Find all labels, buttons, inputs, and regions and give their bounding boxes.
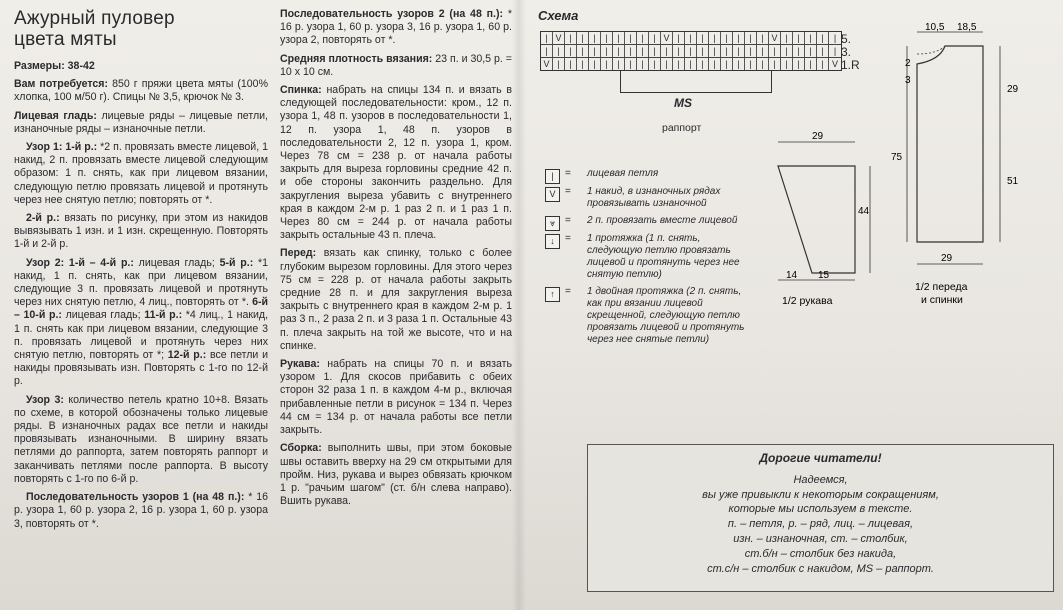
pattern2-text: лицевая гладь; <box>133 256 215 269</box>
sleeve-height-dimension: 44 <box>858 206 870 217</box>
chart-cell: | <box>817 32 829 44</box>
chart-cell: | <box>805 32 817 44</box>
chart-cell: | <box>733 32 745 44</box>
legend-text: 2 п. провязать вместе лицевой <box>587 215 738 227</box>
chart-cell: | <box>601 45 613 57</box>
chart-cell: | <box>769 58 781 70</box>
chart-cell: | <box>709 32 721 44</box>
slip-decrease-icon: ↓ <box>545 234 560 249</box>
legend-equals: = <box>565 215 571 227</box>
rapport-label: раппорт <box>662 122 702 134</box>
stockinette-text: лицевые ряды – лицевые петли, изнаночные ряды – изнаночные петли. <box>14 109 269 135</box>
sleeves-label: Рукава: <box>280 358 320 371</box>
sequence2-paragraph <box>280 8 512 48</box>
title-line-1: Ажурный пуловер <box>14 8 175 29</box>
chart-cell: | <box>833 46 837 56</box>
chart-cell: | <box>697 32 709 44</box>
chart-cell: | <box>757 45 769 57</box>
chart-cell: | <box>649 45 661 57</box>
readers-line: которые мы используем в тексте. <box>728 503 913 516</box>
chart-cell: | <box>661 45 673 57</box>
pattern1-text: *2 п. провязать вместе лицевой, 1 накид, 2 п. провязать вместе лицевой следующим образом: 1 п. снять, как при лицевом вязании, следующую петлю провязать лицевой и протянуть через нее снятую петлю; повторять от *. <box>14 141 268 206</box>
pattern2-row11-label: 11-й р.: <box>144 309 183 322</box>
gauge-text: 23 п. и 30,5 р. = 10 х 10 см. <box>280 52 512 78</box>
chart-cell: | <box>685 32 697 44</box>
chart-cell: | <box>613 58 625 70</box>
chart-cell: | <box>565 32 577 44</box>
chart-row <box>541 58 841 70</box>
pattern2-row11-text: *4 лиц., 1 накид, 1 п. снять как при лицевом вязании, следующие 3 п. провязать лицевой и протянуть через них снятую петлю, повторять от *; <box>14 309 269 362</box>
chart-cell: | <box>817 45 829 57</box>
pattern1-row2-label: 2-й р.: <box>26 212 60 225</box>
sleeve-top-dimension: 29 <box>812 131 824 142</box>
chart-cell: | <box>637 32 649 44</box>
sizes: Размеры: 38-42 <box>14 60 95 72</box>
legend-text: 1 двойная протяжка (2 п. снять, как при вязании лицевой скрещенной, следующую петлю провязать лицевой и протянуть через нее снятые петли) <box>587 286 745 345</box>
sleeves-text: набрать на спицы 70 п. и вязать узором 1. Для скосов прибавить с обеих сторон 32 раза 1 п. в каждом 4-м р., включая прибавленные петли в рисунок = 134 п. Через 44 см = 134 р. от начала работы все петли закрыть. <box>280 358 512 437</box>
chart-cell: | <box>833 33 837 43</box>
chart-cell: | <box>793 32 805 44</box>
legend-item <box>545 233 745 280</box>
pattern1-label: Узор 1: 1-й р.: <box>26 141 98 154</box>
chart-cell: | <box>553 58 565 70</box>
chart-cell: | <box>733 45 745 57</box>
readers-line: вы уже привыкли к некоторым сокращениям, <box>702 488 939 501</box>
chart-cell: | <box>577 45 589 57</box>
chart-cell: | <box>625 32 637 44</box>
back-text: набрать на спицы 134 п. и вязать в следующей последовательности: кром., 12 п. узора 1, 48 п. узоров в последовательности 1, 12 п. узора 1, 48 п. узоров в последовательности 2, 12 п. узора 1, кром. Через 78 см = 238 р. от начала работы закрыть для выреза горловины средние 42 п. и обе стороны закончить раздельно. Для закругления выреза убавить с внутреннего края в каждом 2-м р. 1 раз 2 п. и 1 раз 1 п. Через 80 см = 244 р. от начала работы закрыть остальные 43 п. плеча. <box>280 84 512 242</box>
legend-text: 1 протяжка (1 п. снять, следующую петлю провязать лицевой и протянуть через нее снятую петлю) <box>587 233 740 280</box>
chart-cell: | <box>709 45 721 57</box>
body-diagram <box>885 20 1045 320</box>
readers-heading: Дорогие читатели! <box>759 451 882 465</box>
gauge-paragraph <box>280 53 512 79</box>
readers-line: изн. – изнаночная, ст. – столбик, <box>733 532 908 545</box>
double-decrease-icon: ↑ <box>545 287 560 302</box>
chart-cell: | <box>721 32 733 44</box>
schema-title: Схема <box>538 8 579 23</box>
chart-cell: | <box>661 58 673 70</box>
sleeve-diagram <box>760 128 885 308</box>
yarn-label: Вам потребуется: <box>14 78 109 91</box>
ms-label: MS <box>674 96 692 110</box>
legend-equals: = <box>565 233 571 245</box>
chart-cell: | <box>685 45 697 57</box>
pattern2-paragraph <box>14 257 268 389</box>
chart-cell: | <box>697 58 709 70</box>
chart-cell: | <box>757 58 769 70</box>
article-title <box>14 8 268 50</box>
chart-cell: | <box>817 58 829 70</box>
chart-cell: | <box>733 58 745 70</box>
row-label-1: 1.R <box>841 58 860 72</box>
chart-cell: | <box>697 45 709 57</box>
neck-width-dimension: 10,5 <box>925 22 945 33</box>
chart-cell: | <box>685 58 697 70</box>
pattern1-row2-text: вязать по рисунку, при этом из накидов вывязывать 1 изн. и 1 изн. скрещенную. Повторять 1-й и 2-й р. <box>14 212 268 251</box>
chart-cell: | <box>601 32 613 44</box>
legend-item <box>545 168 745 180</box>
sequence2-label: Последовательность узоров 2 (на 48 п.): <box>280 8 504 20</box>
chart-row <box>541 45 841 58</box>
half-width-dimension: 29 <box>941 253 953 264</box>
front-paragraph <box>280 247 512 353</box>
chart-cell: | <box>805 58 817 70</box>
armhole-dimension: 29 <box>1007 84 1019 95</box>
knit-stitch-icon: | <box>545 169 560 184</box>
chart-cell: V <box>831 59 838 69</box>
chart-cell: | <box>793 58 805 70</box>
chart-cell: | <box>721 45 733 57</box>
legend-equals: = <box>565 185 571 197</box>
legend-item <box>545 186 745 210</box>
chart-cell: | <box>589 32 601 44</box>
chart-cell: | <box>589 45 601 57</box>
sleeve-bottom-left-dimension: 14 <box>786 270 798 281</box>
assembly-text: выполнить швы, при этом боковые швы оставить вверху на 29 см открытыми для пройм. Низ, рукава и вырез обвязать крючком 1 р. "рачьим шагом" (ст. б/н слева направо). Вшить рукава. <box>280 442 512 508</box>
sleeves-paragraph <box>280 358 512 437</box>
chart-cell: | <box>745 58 757 70</box>
page-fold <box>512 0 526 610</box>
yarn-text: 850 г пряжи цвета мяты (100% хлопка, 100 м/50 г). Спицы № 3,5, крючок № 3. <box>14 78 268 104</box>
chart-cell: V <box>661 32 673 44</box>
chart-cell: | <box>709 58 721 70</box>
assembly-paragraph <box>280 442 512 508</box>
yarn-paragraph <box>14 78 268 104</box>
chart-cell: | <box>769 45 781 57</box>
chart-cell: | <box>649 58 661 70</box>
chart-cell: | <box>565 45 577 57</box>
text-column-1 <box>14 8 268 536</box>
chart-cell: | <box>745 32 757 44</box>
chart-cell: V <box>553 32 565 44</box>
pattern3-text: количество петель кратно 10+8. Вязать по схеме, в которой обозначены только лицевые ряды. В изнаночных радах все петли и накиды провязывать изнаночными. В ширину вязать петлями до раппорта, затем повторять раппорт и заканчивать петлями после раппорта. В высоту повторять с 1-го по 6-й р. <box>14 393 268 485</box>
title-line-2: цвета мяты <box>14 29 117 50</box>
chart-cell: | <box>541 32 553 44</box>
stockinette-paragraph <box>14 110 268 136</box>
chart-cell: | <box>637 58 649 70</box>
legend-equals: = <box>565 286 571 298</box>
chart-cell: | <box>649 32 661 44</box>
front-label: Перед: <box>280 247 317 260</box>
shoulder-width-dimension: 18,5 <box>957 22 977 33</box>
chart-cell: | <box>793 45 805 57</box>
chart-cell: | <box>673 45 685 57</box>
text-column-2 <box>280 8 512 513</box>
pattern3-label: Узор 3: <box>26 393 64 406</box>
readers-line: ст.с/н – столбик с накидом, MS – раппорт. <box>707 562 934 575</box>
chart-cell: | <box>625 45 637 57</box>
front-text: вязать как спинку, только с более глубоким вырезом горловины. Для этого через 75 см = 228 р. от начала работы закрыть средние 28 п. и для закругления выреза закрыть с внутреннего края в каждом 2-м р. 1 раз 3 п., 2 раза 2 п. и 3 раза 1 п. Остальные 43 п. плеча закрыть на той же высоте, что и на спинке. <box>280 247 512 352</box>
pattern2-row5-label: 5-й р.: <box>219 256 254 269</box>
sequence1-label: Последовательность узоров 1 (на 48 п.): <box>26 491 245 504</box>
back-paragraph <box>280 84 512 242</box>
legend-item <box>545 215 745 227</box>
chart-cell: | <box>601 58 613 70</box>
chart-cell: | <box>745 45 757 57</box>
legend-text: 1 накид, в изнаночных рядах провязывать изнаночной <box>587 185 721 209</box>
body-label-line-1: 1/2 переда <box>915 281 968 293</box>
chart-cell: | <box>673 32 685 44</box>
side-dimension: 51 <box>1007 176 1019 187</box>
sleeve-bottom-right-dimension: 15 <box>818 270 830 281</box>
rapport-bracket <box>620 70 772 93</box>
chart-cell: | <box>625 58 637 70</box>
body-label-line-2: и спинки <box>921 294 963 306</box>
chart-cell: | <box>577 32 589 44</box>
legend-item <box>545 286 745 345</box>
chart-cell: | <box>553 45 565 57</box>
chart-cell: | <box>613 45 625 57</box>
sequence1-text: * 16 р. узора 1, 60 р. узора 2, 16 р. узора 1, 60 р. узора 3, повторять от *. <box>14 491 268 530</box>
chart-cell: | <box>781 32 793 44</box>
chart-cell: | <box>781 45 793 57</box>
pattern1-row2-paragraph <box>14 212 268 252</box>
chart-cell: | <box>637 45 649 57</box>
readers-line: ст.б/н – столбик без накида, <box>744 547 897 560</box>
back-neck-depth: 2 <box>905 58 911 69</box>
chart-cell: | <box>541 45 553 57</box>
stockinette-label: Лицевая гладь: <box>14 109 97 122</box>
chart-cell: | <box>781 58 793 70</box>
stitch-chart <box>540 31 842 71</box>
chart-row <box>541 32 841 45</box>
chart-cell: V <box>541 58 553 70</box>
chart-cell: | <box>757 32 769 44</box>
sequence1-paragraph <box>14 491 268 531</box>
readers-notice-box <box>587 444 1054 592</box>
chart-cell: V <box>769 32 781 44</box>
pattern2-row6-text: лицевая гладь; <box>61 309 141 322</box>
pattern3-paragraph <box>14 394 268 486</box>
chart-cell: | <box>721 58 733 70</box>
chart-row-labels <box>841 33 860 72</box>
legend-equals: = <box>565 168 571 179</box>
assembly-label: Сборка: <box>280 442 322 455</box>
body-outline <box>917 46 983 242</box>
k2tog-icon: ⩔ <box>545 216 560 231</box>
front-neck-depth: 3 <box>905 75 911 86</box>
pattern2-row12-text: все петли и накиды провязывать изн. Повторять с 1-го по 12-й р. <box>14 349 268 388</box>
readers-line: п. – петля, р. – ряд, лиц. – лицевая, <box>727 518 914 531</box>
pattern2-row5-text: *1 накид, 1 п. снять, как при лицевом вязании, следующие 3 п. провязать лицевой и протянуть через них снятую петлю, 4 лиц., повторять от *. <box>14 256 269 309</box>
pattern2-label: Узор 2: 1-й – 4-й р.: <box>26 256 134 269</box>
total-height-dimension: 75 <box>891 152 903 163</box>
chart-cell: | <box>805 45 817 57</box>
sleeve-outline <box>778 166 855 273</box>
sleeve-label: 1/2 рукава <box>782 295 833 307</box>
chart-cell: | <box>577 58 589 70</box>
back-label: Спинка: <box>280 84 322 97</box>
pattern1-paragraph <box>14 141 268 207</box>
row-label-5: 5. <box>841 32 852 46</box>
symbol-legend <box>545 168 745 351</box>
chart-cell: | <box>673 58 685 70</box>
readers-line: Надеемся, <box>793 473 848 486</box>
chart-cell: | <box>565 58 577 70</box>
pattern2-row6-label: 6-й – 10-й р.: <box>14 296 268 322</box>
legend-text: лицевая петля <box>587 168 659 179</box>
readers-notice-content <box>588 451 1053 576</box>
gauge-label: Средняя плотность вязания: <box>280 52 433 65</box>
sequence2-text: * 16 р. узора 1, 60 р. узора 3, 16 р. узора 1, 60 р. узора 2, повторять от *. <box>280 8 512 47</box>
chart-cell: | <box>613 32 625 44</box>
yarn-over-icon: V <box>545 187 560 202</box>
row-label-3: 3. <box>841 45 852 59</box>
pattern2-row12-label: 12-й р.: <box>167 349 207 362</box>
chart-cell: | <box>589 58 601 70</box>
